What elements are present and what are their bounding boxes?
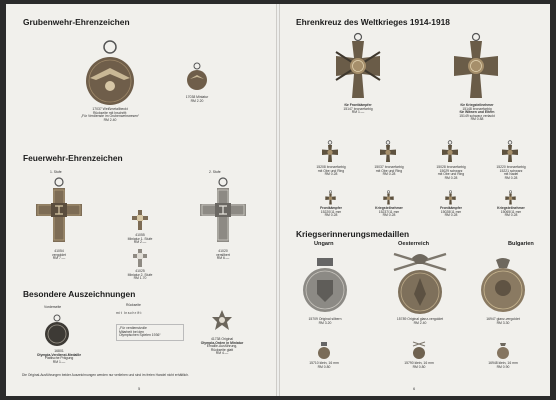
grubenwehr-miniature-image <box>186 62 208 92</box>
small-ehrenkreuz-image <box>500 140 520 164</box>
caption-line: 15065/11 mm <box>500 209 522 214</box>
caption-line: 15028/11 mm <box>440 209 462 214</box>
section-title-besondere: Besondere Auszeichnungen <box>23 289 136 299</box>
caption-line: RM 0.88 <box>470 117 484 122</box>
bulgarien-small-caption <box>473 362 533 369</box>
small-ehrenkreuz-image <box>378 140 398 164</box>
caption-line: 41055 <box>135 233 145 237</box>
section-title-ehrenkreuz: Ehrenkreuz des Weltkrieges 1914-1918 <box>296 17 450 27</box>
caption-line: RM 0.28 <box>324 213 338 218</box>
caption-line: 16948 klein, 16 mm <box>488 361 518 365</box>
back-inscription-label: mit Inschrift: <box>116 311 143 315</box>
caption-line: Rückseite mit Inschrift: <box>92 110 128 115</box>
small-ehrenkreuz-caption <box>426 166 476 180</box>
caption-line: für Witwen und Eltern <box>459 110 495 115</box>
small-ehrenkreuz-caption <box>486 166 536 180</box>
kriegsteilnehmer-caption <box>440 104 514 122</box>
section-title-grubenwehr: Grubenwehr-Ehrenzeichen <box>23 17 130 27</box>
caption-line: 17038 Miniatur <box>185 95 209 99</box>
caption-line: 15710 klein, 16 mm <box>309 361 339 365</box>
caption-line: RM 2.40 <box>413 320 427 325</box>
stage2-label: 2. Stufe <box>209 170 221 174</box>
olympia-order-image <box>210 308 234 334</box>
country-bulgarien: Bulgarien <box>508 241 534 247</box>
caption-line: 15208 bronzefarbig <box>316 165 346 169</box>
caption-line: „Für verdienstvolle <box>119 326 147 330</box>
caption-line: versilbert <box>216 252 230 257</box>
caption-line: RM 0.28 <box>382 213 396 218</box>
caption-line: RM 0.28 <box>444 213 458 218</box>
frontkaempfer-caption <box>322 104 394 115</box>
caption-line: vergoldet <box>52 252 66 257</box>
caption-line: 41020 <box>218 249 228 253</box>
caption-line: 15709 Original silbern <box>308 317 342 321</box>
caption-line: RM 1.— <box>52 359 66 364</box>
caption-line: RM 0.28 <box>382 172 396 177</box>
caption-line: 15237/11 mm <box>378 209 400 214</box>
page-number-right: 6 <box>413 386 416 391</box>
caption-line: für Frontkämpfer <box>344 103 372 107</box>
caption-line: 16801 <box>54 349 64 353</box>
caption-line: 15149 schwarz verlackt <box>459 113 495 118</box>
caption-line: Miniatur 2. Stufe <box>127 272 153 277</box>
small-ehrenkreuz-caption <box>364 166 414 177</box>
olympia-medal-caption <box>24 350 94 364</box>
feuerwehr-miniature-stage1-image <box>130 208 150 232</box>
caption-line: RM 3.20 <box>318 320 332 325</box>
caption-line: 15148 bronzefarbig <box>462 106 492 111</box>
section-title-feuerwehr: Feuerwehr-Ehrenzeichen <box>23 153 123 163</box>
caption-line: RM 0.80 <box>317 364 331 369</box>
stage1-label: 1. Stufe <box>50 170 62 174</box>
ungarn-medal-image <box>302 258 348 314</box>
front-label: Vorderseite <box>44 305 62 309</box>
right-page <box>280 4 550 396</box>
caption-line: mit Obe und Ring <box>437 172 465 177</box>
tiny-ehrenkreuz-caption <box>306 207 356 218</box>
caption-line: RM 2.40 <box>103 117 117 122</box>
caption-line: Emaille-Ausführung, <box>206 344 238 349</box>
feuerwehr-cross-stage2-image <box>196 176 250 246</box>
small-ehrenkreuz-caption <box>306 166 356 177</box>
tiny-ehrenkreuz-image <box>324 190 337 206</box>
caption-line: 15037 bronzefarbig <box>374 165 404 169</box>
caption-line: Kriegsteilnehmer <box>497 206 525 210</box>
caption-line: Olympischen Spielen 1936“ <box>119 333 161 338</box>
ungarn-small-medal-image <box>317 342 331 360</box>
tiny-ehrenkreuz-caption <box>426 207 476 218</box>
caption-line: „Für Verdienste im Grubenwehrwesen“ <box>80 114 140 119</box>
oesterreich-medal-caption <box>384 318 456 325</box>
tiny-ehrenkreuz-caption <box>364 207 414 218</box>
caption-line: RM 0.28 <box>444 175 458 180</box>
bulgarien-small-medal-image <box>496 342 510 360</box>
caption-line: Kriegsteilnehmer <box>375 206 403 210</box>
caption-line: 41738 Original <box>210 337 234 341</box>
left-page <box>6 4 276 396</box>
caption-line: 15220 bronzefarbig <box>496 165 526 169</box>
oesterreich-small-caption <box>389 362 449 369</box>
caption-line: mit Obe und Ring <box>317 168 345 173</box>
caption-line: Frontkämpfer <box>320 206 342 210</box>
inscription-box <box>116 324 184 341</box>
caption-line: Frontkämpfer <box>440 206 462 210</box>
caption-line: RM 1.70 <box>133 276 147 281</box>
ehrenkreuz-frontkaempfer-image <box>330 32 386 102</box>
feuerwehr-miniature2-caption <box>114 270 166 281</box>
oesterreich-small-medal-image <box>412 340 426 360</box>
tiny-ehrenkreuz-image <box>504 190 517 206</box>
caption-line: 15147 bronzefarbig <box>343 106 373 111</box>
caption-line: RM 0.80 <box>412 364 426 369</box>
caption-line: Olympia-Verdienst-Medaille <box>36 352 82 357</box>
grubenwehr-mini-caption <box>174 96 220 103</box>
caption-line: RM 1.— <box>351 110 365 115</box>
caption-line: RM 2.— <box>133 240 147 245</box>
ungarn-medal-caption <box>292 318 358 325</box>
olympia-medal-image <box>42 314 72 348</box>
caption-line: Olympia-Orden in Miniatur <box>200 340 244 345</box>
caption-line: RM 4.— <box>215 351 229 356</box>
caption-line: Miniatur 1. Stufe <box>127 236 153 241</box>
caption-line: 15790 klein, 16 mm <box>404 361 434 365</box>
caption-line: 17037 Weißmetallbeckt <box>92 107 128 111</box>
caption-line: 15789 Original glanz-vergoldet <box>396 317 444 321</box>
caption-line: RM 3.30 <box>496 320 510 325</box>
caption-line: RM 0.28 <box>504 213 518 218</box>
caption-line: 16947 glanz-vergoldet <box>486 317 520 321</box>
feuerwehr-miniature-caption <box>114 234 166 245</box>
caption-line: 41054 <box>54 249 64 253</box>
caption-line: 15029 schwarz <box>439 168 463 173</box>
tiny-ehrenkreuz-image <box>382 190 395 206</box>
footer-note: Die Original-Ausführungen beider Auszeichnungen werden nur verliehen und sind im freien Handel nicht erhältlich. <box>22 373 189 377</box>
caption-line: Plattische Prägung <box>44 356 74 361</box>
country-ungarn: Ungarn <box>314 241 334 247</box>
caption-line: für Kriegsteilnehmer <box>460 103 494 107</box>
grubenwehr-caption <box>62 108 158 122</box>
caption-line: RM 2.20 <box>190 98 204 103</box>
country-oesterreich: Oesterreich <box>398 241 430 247</box>
small-ehrenkreuz-image <box>440 140 460 164</box>
oesterreich-medal-image <box>390 248 450 316</box>
caption-line: mit Nadel <box>503 172 519 177</box>
caption-line: mit Obe und Ring <box>375 168 403 173</box>
caption-line: RM 0.90 <box>496 364 510 369</box>
tiny-ehrenkreuz-caption <box>486 207 536 218</box>
grubenwehr-medal-image <box>80 38 140 106</box>
bulgarien-medal-image <box>480 258 526 314</box>
caption-line: Mitarbeit bei den <box>119 329 145 334</box>
feuerwehr-stage1-caption <box>32 250 86 261</box>
ehrenkreuz-kriegsteilnehmer-image <box>448 32 504 102</box>
caption-line: RM 7.— <box>52 256 66 261</box>
small-ehrenkreuz-image <box>320 140 340 164</box>
back-label: Rückseite <box>126 303 141 307</box>
section-title-kriegserinnerung: Kriegserinnerungsmedaillen <box>296 229 410 239</box>
caption-line: RM 0.28 <box>324 172 338 177</box>
ungarn-small-caption <box>294 362 354 369</box>
caption-line: 15028 bronzefarbig <box>436 165 466 169</box>
caption-line: 15221 schwarz <box>499 168 523 173</box>
feuerwehr-cross-stage1-image <box>32 176 86 246</box>
feuerwehr-stage2-caption <box>196 250 250 261</box>
olympia-order-caption <box>192 338 252 356</box>
bulgarien-medal-caption <box>470 318 536 325</box>
caption-line: 15220/11 mm <box>320 209 342 214</box>
caption-line: RM 0.28 <box>504 175 518 180</box>
tiny-ehrenkreuz-image <box>444 190 457 206</box>
caption-line: RM 6.— <box>216 256 230 261</box>
page-number-left: 5 <box>138 386 141 391</box>
feuerwehr-miniature-stage2-image <box>132 248 148 268</box>
caption-line: Rückseite glatt <box>210 347 234 352</box>
caption-line: 41025 <box>135 269 145 273</box>
